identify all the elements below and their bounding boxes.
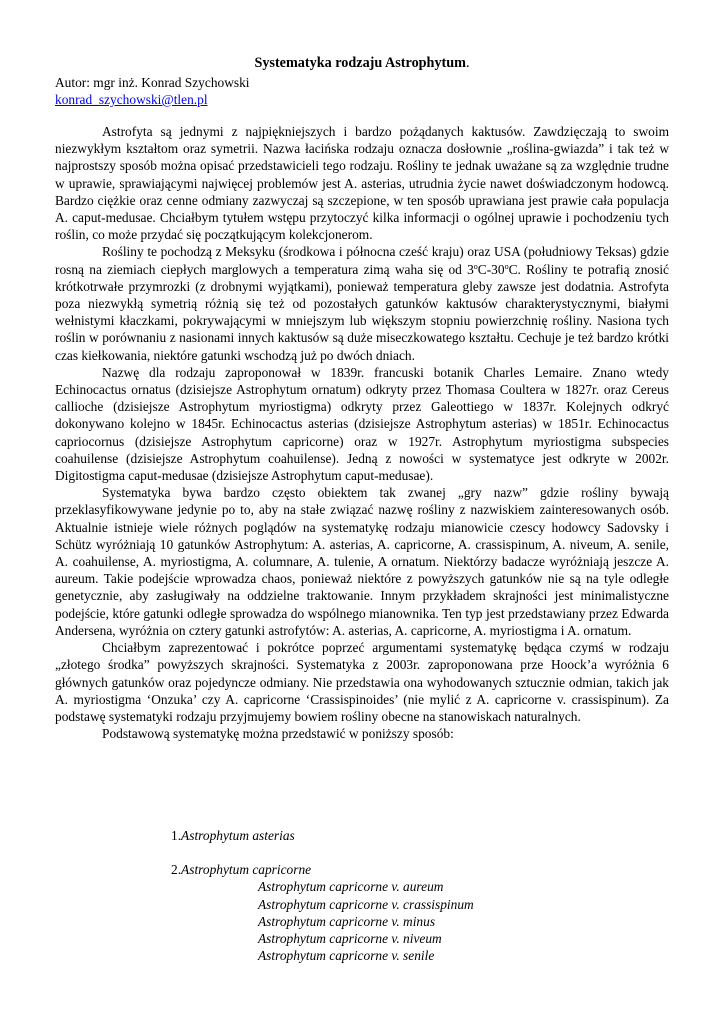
list-subitem: Astrophytum capricorne v. niveum (258, 931, 442, 947)
paragraph-history: Nazwę dla rodzaju zaproponował w 1839r. francuski botanik Charles Lemaire. Znano wtedy Echinocactus ornatus (dzisiejsze Astrophytum ornatum) odkryty przez Thomasa Coultera w 1827r. oraz Cereus callioche (dzisiejsze Astrophytum myriostigma) odkryty przez Galeottiego w 1837r. Kolejnych odkryć dokonywano kolejno w 1845r. Echinocactus asterias (dzisiejsze Astrophytum asterias) w 1851r. Echinocactus capriocornus (dzisiejsze Astrophytum capricorne) oraz w 1927r. Astrophytum myriostigma subspecies coahuilense (dzisiejsze Astrophytum coahuilense). Jedną z nowości w systematyce jest odkryte w 2002r. Digitostigma caput-medusae (dzisiejsze Astrophytum caput-medusae). (55, 364, 669, 484)
paragraph-origin: Rośliny te pochodzą z Meksyku (środkowa i północna cześć kraju) oraz USA (południowy Teksas) gdzie rosną na ziemiach ciepłych marglowych a temperatura zimą waha się od 3$^o$C-30$^o$C. Rośliny te potrafią znosić krótkotrwałe przymrozki (z drobnymi wyjątkami), ponieważ temperatura gleby zawsze jest dodatnia. Astrofyta poza niezwykłą symetrią różnią się też od pozostałych gatunków kaktusów charakterystycznymi, białymi wełnistymi kłaczkami, pokrywającymi w mniejszym lub większym stopniu powierzchnię rośliny. Nasiona tych roślin w porównaniu z nasionami innych kaktusów są duże miseczkowatego kształtu. Cechuje je też bardzo krótki czas kiełkowania, niektóre gatunki wschodzą już po dwóch dniach. (55, 244, 669, 363)
list-subitem: Astrophytum capricorne v. aureum (258, 879, 444, 895)
list-subitem: Astrophytum capricorne v. crassispinum (258, 896, 474, 912)
species-list (171, 827, 474, 964)
degree-sign: o (473, 261, 478, 271)
paragraph-intro: Astrofyta są jednymi z najpiękniejszych i bardzo pożądanych kaktusów. Zawdzięczają to swoim niezwykłym kształtom oraz symetrii. Nazwa łacińska rodzaju oznacza dosłownie „roślina-gwiazda” i tak też w najprostszy sposób można opisać przedstawicieli tego rodzaju. Rośliny te jednak uważane są za względnie trudne w uprawie, sprawiającymi najwięcej problemów jest A. asterias, utrudnia życie nawet doświadczonym hodowcą. Bardzo ciężkie oraz cenne odmiany zazwyczaj są szczepione, w ten sposób uprawiana jest prawie cała populacja A. caput-medusae. Chciałbym tytułem wstępu przytoczyć kilka informacji o ogólnej uprawie i pochodzeniu tych roślin, co może przydać się początkującym kolekcjonerom. (55, 124, 669, 243)
list-item: 2.Astrophytum capricorne (171, 862, 312, 878)
list-item: 1.Astrophytum asterias (171, 828, 295, 843)
author-line: Autor: mgr inż. Konrad Szychowski (55, 75, 250, 90)
list-subitem: Astrophytum capricorne v. minus (258, 913, 436, 929)
document-title (0, 54, 724, 72)
degree-sign: o (504, 261, 509, 271)
article-body (55, 123, 669, 742)
paragraph-taxonomy-views: Systematyka bywa bardzo często obiektem tak zwanej „gry nazw” gdzie rośliny bywają przeklasyfikowywane jedynie po to, aby na stałe związać nazwę rośliny z nazwiskiem zainteresowanych osób. Aktualnie istnieje wiele różnych poglądów na systematykę rodzaju mianowicie czescy hodowcy Sadovsky i Schütz wyróżniają 10 gatunków Astrophytum: A. asterias, A. capricorne, A. crassispinum, A. niveum, A. senile, A. coahuilense, A. myriostigma, A. columnare, A. tulenie, A ornatum. Niektórzy badacze wyróżniają jeszcze A. aureum. Takie podejście wprowadza chaos, ponieważ niektóre z powyższych gatunków nie są na tyle odległe genetycznie, aby zasługiwały na oddzielne traktowanie. Innym przykładem skrajności jest minimalistyczne podejście, które gatunki odległe sprowadza do wspólnego mianownika. Ten typ jest przedstawiany przez Edwarda Andersena, wyróżnia on cztery gatunki astrofytów: A. asterias, A. capricorne, A. myriostigma i A. ornatum. (55, 485, 669, 638)
paragraph-hoock-system: Chciałbym zaprezentować i pokrótce poprzeć argumentami systematykę będąca czymś w rodzaju „złotego środka” powyższych skrajności. Systematyka z 2003r. zaproponowana prze Hoock’a wyróżnia 6 głównych gatunków oraz pojedyncze odmiany. Nie przedstawia ona wyhodowanych sztucznie odmian, takich jak A. myriostigma ‘Onzuka’ czy A. capricorne ‘Crassispinoides’ (nie mylić z A. capricorne v. crassispinum). Za podstawę systematyki rodzaju przyjmujemy bowiem rośliny obecne na stanowiskach naturalnych. (55, 640, 669, 724)
title-text: Systematyka rodzaju Astrophytum (254, 55, 466, 71)
title-period: . (465, 55, 470, 71)
list-subitem: Astrophytum capricorne v. senile (258, 948, 435, 964)
author-email-link[interactable]: konrad_szychowski@tlen.pl (55, 92, 208, 107)
paragraph-list-intro: Podstawową systematykę można przedstawić w poniższy sposób: (102, 726, 454, 742)
